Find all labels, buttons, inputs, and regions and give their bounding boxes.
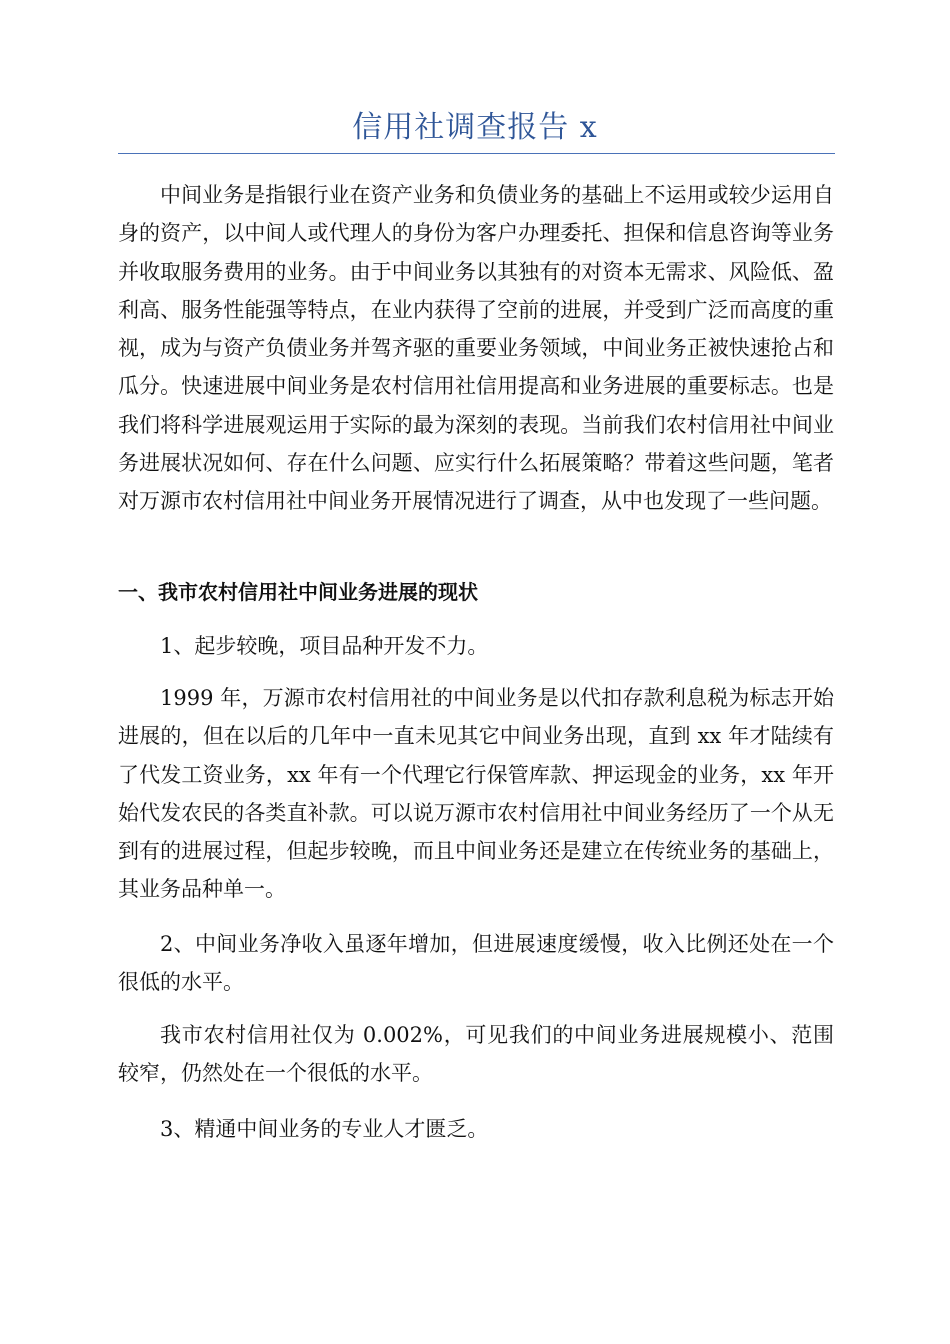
title-underline	[118, 153, 835, 154]
point-2-heading: 2、中间业务净收入虽逐年增加，但进展速度缓慢，收入比例还处在一个很低的水平。	[118, 932, 834, 995]
point-1-heading: 1、起步较晚，项目品种开发不力。	[160, 634, 489, 658]
document-title: 信用社调查报告 x	[352, 110, 598, 145]
point-2-paragraph: 我市农村信用社仅为 0.002%，可见我们的中间业务进展规模小、范围较窄，仍然处在一个很低的水平。	[118, 1023, 834, 1086]
section-heading: 一、我市农村信用社中间业务进展的现状	[118, 580, 478, 604]
point-3-heading: 3、精通中间业务的专业人才匮乏。	[160, 1117, 489, 1141]
point-1-paragraph: 1999 年，万源市农村信用社的中间业务是以代扣存款利息税为标志开始进展的，但在以后的几年中一直未见其它中间业务出现，直到 xx 年才陆续有了代发工资业务，xx 年有一个代理它行保管库款、押运现金的业务，xx 年开始代发农民的各类直补款。可以说万源市农村信用社中间业务经历了一个从无到有的进展过程，但起步较晚，而且中间业务还是建立在传统业务的基础上，其业务品种单一。	[118, 686, 834, 902]
intro-paragraph: 中间业务是指银行业在资产业务和负债业务的基础上不运用或较少运用自身的资产，以中间人或代理人的身份为客户办理委托、担保和信息咨询等业务并收取服务费用的业务。由于中间业务以其独有的对资本无需求、风险低、盈利高、服务性能强等特点，在业内获得了空前的进展，并受到广泛而高度的重视，成为与资产负债业务并驾齐驱的重要业务领域，中间业务正被快速抢占和瓜分。快速进展中间业务是农村信用社信用提高和业务进展的重要标志。也是我们将科学进展观运用于实际的最为深刻的表现。当前我们农村信用社中间业务进展状况如何、存在什么问题、应实行什么拓展策略？带着这些问题，笔者对万源市农村信用社中间业务开展情况进行了调查，从中也发现了一些问题。	[118, 183, 834, 514]
